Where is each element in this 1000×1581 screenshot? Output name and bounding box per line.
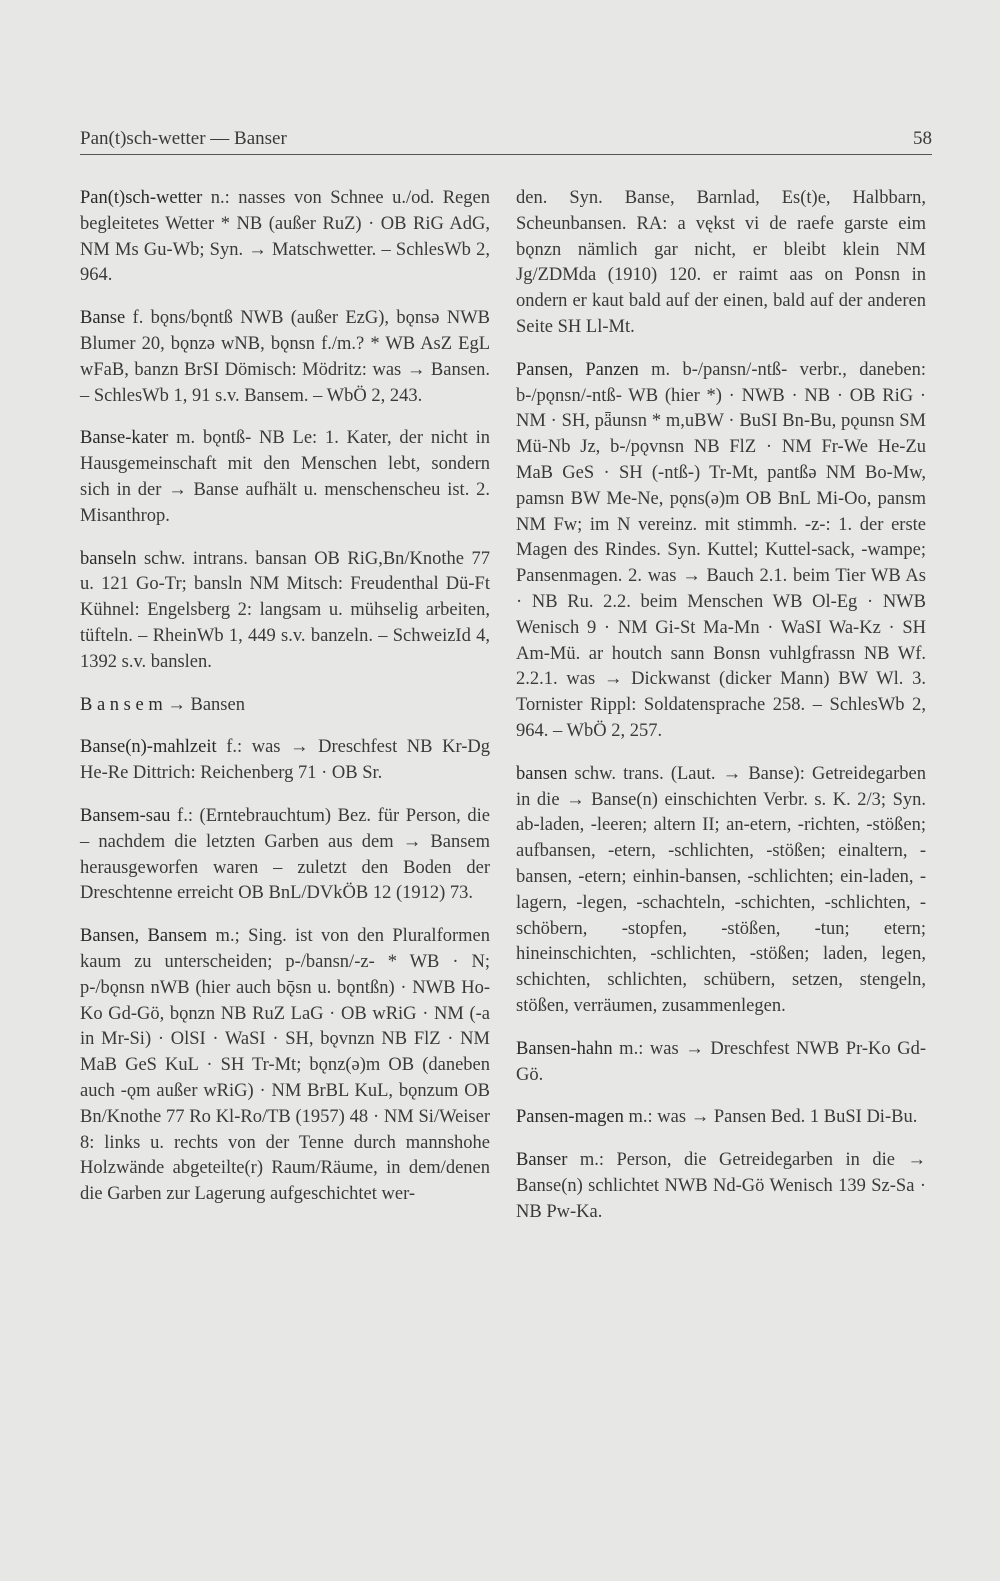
entry-headword: B a n s e m [80,694,163,715]
entry-pansen-panzen [516,358,926,745]
entry-text: m. bǫntß- NB Le: 1. Kater, der nicht in Hausgemeinschaft mit den Menschen lebt, sondern sich in der → Banse aufhält u. menschenscheu ist. 2. Misanthrop. [80,428,490,526]
entry-text: den. Syn. Banse, Barnlad, Es(t)e, Halbbarn, Scheunbansen. RA: a vękst vi de raefe garste eim bǫnzn nämlich gar nicht, er bleibt klein NM Jg/ZDMda (1910) 120. er raimt aas on Ponsn in ondern er kaut bald auf der einen, bald auf der anderen Seite SH Ll-Mt. [516,188,926,337]
entry-headword: Banse(n)-mahlzeit [80,737,217,758]
entry-text: m.: was → Pansen Bed. 1 BuSI Di-Bu. [623,1107,918,1128]
entry-text: schw. intrans. bansan OB RiG,Bn/Knothe 77 u. 121 Go-Tr; bansln NM Mitsch: Freudenthal Dü-Ft Kühnel: Engelsberg 2: langsam u. mühselig arbeiten, tüfteln. – RheinWb 1, 449 s.v. banzeln. – SchweizId 4, 1392 s.v. banslen. [80,548,490,672]
entry-headword: Pan(t)sch-wetter [80,188,203,208]
entry-banse-n-mahlzeit [80,735,490,787]
header-title: Pan(t)sch-wetter — Banser [80,128,287,149]
entry-headword: Pansen-magen [516,1107,624,1128]
entry-text: m.; Sing. ist von den Pluralformen kaum zu unterscheiden; p-/bansn/-z- * WB · N; p-/bǫnsn nWB (hier auch bǭsn u. bǫntßn) · NWB Ho-Ko Gd-Gö, bǫnzn NB RuZ LaG · OB wRiG · NM (-a in Mr-Si) · OlSI · WaSI · SH, bǫvnzn NB FlZ · NM MaB GeS KuL · SH Tr-Mt; bǫnz(ə)m OB (daneben auch -ǫm außer wRiG) · NM BrBL KuL, bǫnzum OB Bn/Knothe 77 Ro Kl-Ro/TB (1957) 48 · NM Si/Weiser 8: links u. rechts von der Tenne durch mannshohe Holzwände abgeteilte(r) Raum/Räume, in dem/denen die Garben zur Lagerung aufgeschichtet wer- [80,926,490,1205]
entry-bansen-hahn [516,1037,926,1089]
entry-text: schw. trans. (Laut. → Banse): Getreidegarben in die → Banse(n) einschichten Verbr. s. K. 2/3; Syn. ab-laden, -leeren; altern II; an-etern, -richten, -stößen; aufbansen, -etern, -schlichten, -stößen; einaltern, -bansen, -etern; einhin-bansen, -schlichten; ein-laden, -lagern, -legen, -schachteln, -schichten, -schlichten, -schöbern, -stopfen, -stößen, -tun; etern; hineinschichten, -schlichten, -stößen; laden, legen, schichten, schlichten, schübern, setzen, stengeln, stößen, verräumen, zusammenlegen. [516,763,926,1016]
entry-headword: Bansen, Bansem [80,926,208,947]
page-number: 58 [913,128,932,149]
entry-text: f. bǫns/bǫntß NWB (außer EzG), bǫnsə NWB Blumer 20, bǫnzə wNB, bǫnsn f./m.? * WB AsZ EgL wFaB, banzn BrSI Dömisch: Mödritz: was → Bansen. – SchlesWb 1, 91 s.v. Bansem. – WbÖ 2, 243. [80,308,490,406]
entry-headword: banseln [80,548,137,569]
right-column [516,186,926,1242]
entry-text: → Bansen [162,694,245,715]
entry-bansem-ref [80,693,490,719]
entry-bansen-bansem [80,924,490,1208]
entry-headword: Bansen-hahn [516,1038,613,1059]
entry-headword: Bansem-sau [80,805,171,826]
entry-bansem-sau [80,804,490,907]
entry-headword: Banser [516,1150,568,1171]
entry-text: m.: Person, die Getreidegarben in die → Banse(n) schlichtet NWB Nd-Gö Wenisch 139 Sz-Sa · NB Pw-Ka. [516,1150,926,1222]
entry-pansen-magen [516,1105,926,1131]
entry-banseln [80,547,490,676]
entry-headword: bansen [516,763,568,784]
entry-text: n.: nasses von Schnee u./od. Regen begleitetes Wetter * NB (außer RuZ) · OB RiG AdG, NM Ms Gu-Wb; Syn. → Matschwetter. – SchlesWb 2, 964. [80,188,490,286]
entry-text: m. b-/pansn/-ntß- verbr., daneben: b-/pǫnsn/-ntß- WB (hier *) · NWB · NB · OB RiG · NM · SH, pǟunsn * m,uBW · BuSI Bn-Bu, pǫunsn SM Mü-Nb Jz, b-/pǫvnsn NB FlZ · NM Fr-We He-Zu MaB GeS · SH (-ntß-) Tr-Mt, pantßə NM Bo-Mw, pamsn BW Me-Ne, pǫns(ə)m OB BnL Mi-Oo, pansm NM Fw; im N vereinz. mit stimmh. -z-: 1. der erste Magen des Rindes. Syn. Kuttel; Kuttel-sack, -wampe; Pansenmagen. 2. was → Bauch 2.1. beim Tier WB As · NB Ru. 2.2. beim Menschen WB Ol-Eg · NWB Wenisch 9 · NM Gi-St Ma-Mn · WaSI Wa-Kz · SH Am-Mü. ar houtch sann Bonsn vuhlgfrassn NB Wf. 2.2.1. was → Dickwanst (dicker Mann) BW Wl. 3. Tornister Rippl: Soldatensprache 258. – SchlesWb 2, 964. – WbÖ 2, 257. [516,359,926,741]
entry-text: m.: was → Dreschfest NWB Pr-Ko Gd-Gö. [516,1038,926,1085]
entry-banser [516,1148,926,1225]
entry-continuation [516,186,926,341]
entry-headword: Banse-kater [80,428,169,449]
entry-pantsch-wetter [80,186,490,289]
running-header [80,128,932,155]
entry-text: f.: was → Dreschfest NB Kr-Dg He-Re Dittrich: Reichenberg 71 · OB Sr. [80,737,490,784]
left-column [80,186,490,1225]
entry-text: f.: (Erntebrauchtum) Bez. für Person, die – nachdem die letzten Garben aus dem → Bansem herausgeworfen waren – zuletzt den Boden der Dreschtenne erreicht OB BnL/DVkÖB 12 (1912) 73. [80,805,490,904]
entry-bansen-verb [516,762,926,1020]
entry-banse-kater [80,426,490,529]
entry-headword: Banse [80,308,126,329]
entry-banse [80,306,490,409]
entry-headword: Pansen, Panzen [516,359,639,380]
